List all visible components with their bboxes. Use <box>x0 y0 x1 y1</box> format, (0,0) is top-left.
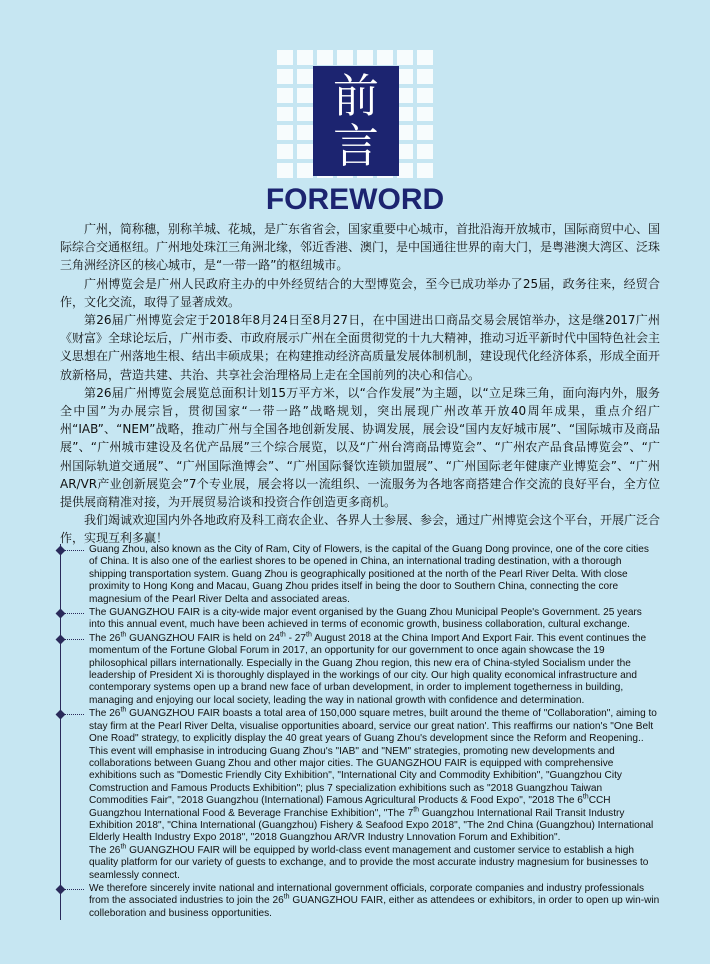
title-block <box>313 66 399 176</box>
chinese-paragraph: 我们竭诚欢迎国内外各地政府及科工商农企业、各界人士参展、参会，通过广州博览会这个平台，开展广泛合作，实现互利多赢！ <box>60 513 661 546</box>
english-paragraph-text: The 26th GUANGZHOU FAIR boasts a total area of 150,000 square metres, built around the theme of "Collaboration", aiming to stay firm at the Pearl River Delta, visualise opportunities aboard, service our great nation'. This reaffirms our nation's "One Belt One Road" strategy, to explicitly display the 40 great years of Guang Zhou's development since the Reform and Reopening.. This event will emphasise in introducing Guang Zhou's "IAB" and "NEM" strategies, promoting new developments and collaborations between Guang Zhou and other major cities. The GUANGZHOU FAIR is equipped with comprehensive exhibitions such as "Domestic Friendly City Exhibition", "International City and Commodity Exhibition", "Guangzhou City Comstruction and Famous Products Exhibition"; plus 7 specialization exhibitions such as "2018 Guangzhou Taiwan Commodities Fair", "2018 Guangzhou (International) Famous Agricultural Products & Food Expo", "2018 The 6thCCH Guangzhou International Food & Beverage Franchise Exhibition", "The 7th Guangzhou International Rail Transit Industry Exhibition 2018", "China International (Guangzhou) Fishery & Seafood Expo 2018", "The 2nd China (Guangzhou) International Elderly Health Industry Expo 2018", "2018 Guangzhou AR/VR Industry Lnnovation Forum and Exhibition". <box>89 706 657 844</box>
english-paragraph <box>61 708 660 882</box>
english-paragraph-text: Guang Zhou, also known as the City of Ram, City of Flowers, is the capital of the Guang Dong province, one of the core cities of China. It is also one of the earliest shores to be opened in China, an international trading destination, with a thorough shipping transportation system. Guang Zhou is geographically positioned at the north of the Pearl River Delta. With close proximity to Hong Kong and Macau, Guang Zhou prides itself in being the door to Southern China, connecting the core magnesium of the Pearl River Delta and associated areas. <box>89 544 649 605</box>
english-paragraph <box>61 607 660 632</box>
english-paragraph-text: The 26th GUANGZHOU FAIR will be equipped by world-class event management and customer service to establish a high quality platform for our variety of guests to exchange, and to provide the most accurate industry magnesium for businesses to seamlessly connect. <box>89 843 649 881</box>
chinese-paragraph: 第26届广州博览会定于2018年8月24日至8月27日，在中国进出口商品交易会展馆举办，这是继2017广州《财富》全球论坛后，广州市委、市政府展示广州在全面贯彻党的十九大精神，推动习近平新时代中国特色社会主义思想在广州落地生根、结出丰硕成果；在构建推动经济高质量发展体制机制，建设现代化经济体系，形成全面开放新格局，营造共建、共治、共享社会治理格局上走在全国前列的决心和信心。 <box>60 313 661 382</box>
chinese-paragraph: 第26届广州博览会展览总面积计划15万平方米，以“合作发展”为主题，以“立足珠三角，面向海内外，服务全中国”为办展宗旨，贯彻国家“一带一路”战略规划，突出展现广州改革开放40周年成果，重点介绍广州“IAB”、“NEM”战略，推动广州与全国各地创新发展、协调发展，展会设“国内友好城市展”、“国际城市及商品展”、“广州城市建设及名优产品展”三个综合展览，以及“广州台湾商品博览会”、“广州农产品食品博览会”、“广州国际轨道交通展”、“广州国际渔博会”、“广州国际餐饮连锁加盟展”、“广州国际老年健康产业博览会”、“广州AR/VR产业创新展览会”7个专业展，展会将以一流组织、一流服务为各地客商搭建合作交流的良好平台，全方位提供展商精准对接，为开展贸易洽谈和投资合作创造更多商机。 <box>60 385 660 510</box>
title-chinese-char-2: 言 <box>333 119 379 173</box>
chinese-text-section <box>60 220 660 548</box>
page-title: FOREWORD <box>265 183 445 216</box>
chinese-paragraph: 广州博览会是广州人民政府主办的中外经贸结合的大型博览会，至今已成功举办了25届，政务往来，经贸合作，文化交流，取得了显著成效。 <box>60 276 660 309</box>
english-paragraph <box>61 883 660 920</box>
english-paragraph-text: We therefore sincerely invite national and international government officials, corporate companies and industry professionals from the associated industries to join the 26th GUANGZHOU FAIR, either as attendees or exhibitors, in order to open up win-win colleboration and business opportunities. <box>89 882 660 919</box>
chinese-paragraph: 广州，简称穗，别称羊城、花城，是广东省省会，国家重要中心城市，首批沿海开放城市，国际商贸中心、国际综合交通枢纽。广州地处珠江三角洲北缘，邻近香港、澳门，是中国通往世界的南大门，是粤港澳大湾区、泛珠三角洲经济区的核心城市，是“一带一路”的枢纽城市。 <box>60 222 661 273</box>
english-paragraph-text: The GUANGZHOU FAIR is a city-wide major event organised by the Guang Zhou Municipal People's Government. 25 years into this annual event, much have been achieved in terms of economic growth, business collaboration, cultural exchange. <box>89 607 642 631</box>
title-chinese-char-1: 前 <box>333 69 379 123</box>
english-text-section <box>60 544 660 920</box>
english-paragraph <box>61 633 660 707</box>
english-paragraph <box>61 544 660 606</box>
english-paragraph-text: The 26th GUANGZHOU FAIR is held on 24th - 27th August 2018 at the China Import And Export Fair. This event continues the momentum of the Fortune Global Forum in 2017, an opportunity for our government to once again showcase the 19 philosophical pillars internationally. Especially in the Guang Zhou region, this new era of China-styled Socialism under the leadership of President Xi is thoroughly displayed in the workings of our city. Our high quality economical infrastructure and contemporary systems open up a brand new face of urban development, in order to implement togetherness in building, managing and enjoying our local society, leading the way in national growth with confidence and determination. <box>89 631 647 706</box>
header-emblem <box>275 48 435 180</box>
